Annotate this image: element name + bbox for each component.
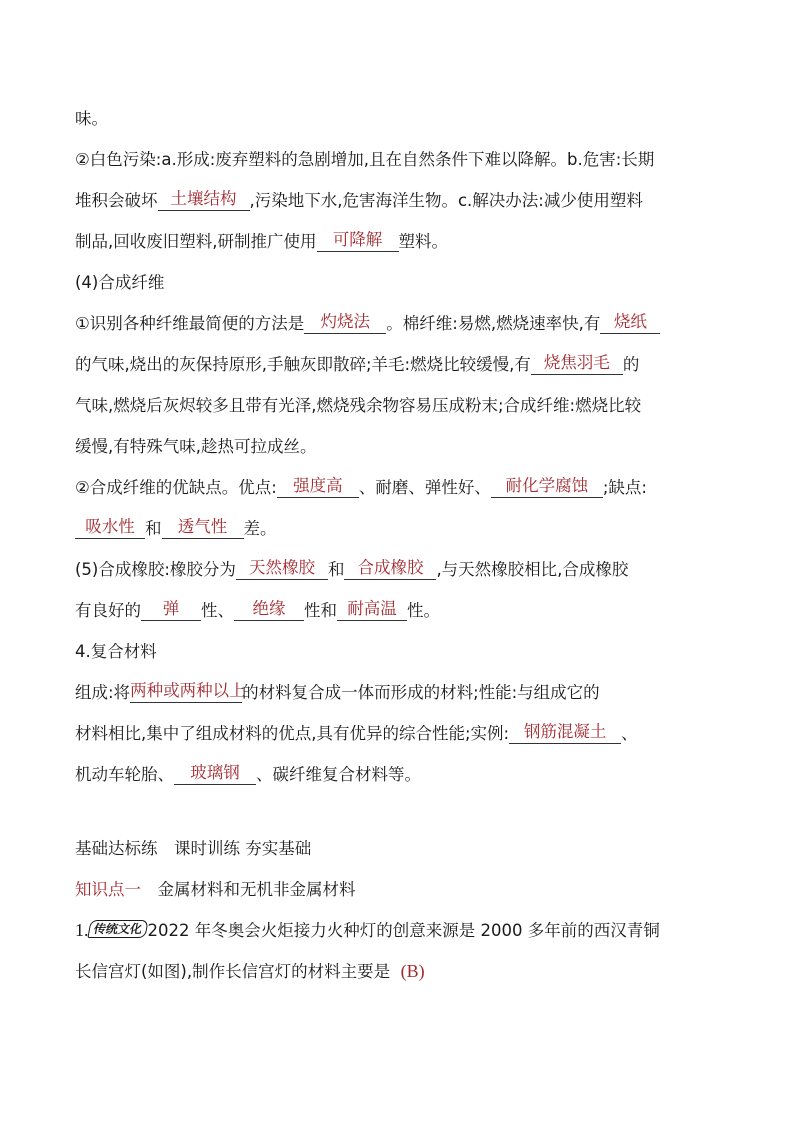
text-line: 吸水性 和 透气性 差。	[75, 508, 725, 549]
text-line: ②合成纤维的优缺点。优点: 强度高 、耐磨、弹性好、 耐化学腐蚀 ;缺点:	[75, 476, 647, 497]
answer-blank: 耐高温	[337, 598, 407, 621]
answer-blank: 吸水性	[75, 516, 145, 539]
text-line: 缓慢,有特殊气味,趁热可拉成丝。	[75, 437, 317, 456]
text-line: 机动车轮胎、 玻璃钢 、碳纤维复合材料等。	[75, 763, 421, 784]
answer-blank: 合成橡胶	[344, 557, 436, 580]
text-line: ②白色污染:a.形成:废弃塑料的急剧增加,且在自然条件下难以降解。b.危害:长期	[75, 150, 655, 169]
document-page	[75, 98, 725, 992]
section-heading: 基础达标练 课时训练 夯实基础	[75, 839, 312, 858]
knowledge-point-title: 金属材料和无机非金属材料	[157, 880, 356, 899]
sub-heading: (4)合成纤维	[75, 273, 165, 292]
answer-blank: 绝缘	[234, 598, 304, 621]
answer-blank: 灼烧法	[304, 311, 386, 334]
text-line: ①识别各种纤维最简便的方法是 灼烧法 。棉纤维:易燃,燃烧速率快,有 烧纸	[75, 303, 725, 344]
answer-blank: 可降解	[317, 229, 399, 252]
question-answer: (B)	[400, 961, 425, 981]
question-line: 1. 传统文化 2022 年冬奥会火炬接力火种灯的创意来源是 2000 多年前的西汉青铜	[75, 920, 660, 940]
knowledge-point-heading	[75, 869, 725, 910]
answer-blank: 天然橡胶	[236, 557, 328, 580]
question-line: 长信宫灯(如图),制作长信宫灯的材料主要是 (B)	[75, 961, 425, 981]
text-line: 堆积会破坏 土壤结构 ,污染地下水,危害海洋生物。c.解决办法:减少使用塑料	[75, 189, 643, 210]
text-line: 味。	[75, 109, 108, 128]
answer-blank: 玻璃钢	[174, 762, 256, 785]
text-line: 组成:将两种或两种以上的材料复合成一体而形成的材料;性能:与组成它的	[75, 681, 600, 702]
text-line: 制品,回收废旧塑料,研制推广使用 可降解 塑料。	[75, 230, 448, 251]
answer-blank: 透气性	[162, 516, 244, 539]
answer-blank: 钢筋混凝土	[509, 721, 621, 744]
answer-blank: 耐化学腐蚀	[491, 475, 603, 498]
answer-blank: 土壤结构	[158, 188, 250, 211]
answer-blank: 两种或两种以上	[130, 680, 242, 703]
answer-blank: 烧焦羽毛	[531, 352, 623, 375]
text-line: 有良好的 弹 性、 绝缘 性和 耐高温 性。	[75, 599, 440, 620]
spacer	[75, 795, 725, 828]
text-line: 气味,燃烧后灰烬较多且带有光泽,燃烧残余物容易压成粉末;合成纤维:燃烧比较	[75, 396, 642, 415]
text-line: (5)合成橡胶:橡胶分为 天然橡胶 和 合成橡胶 ,与天然橡胶相比,合成橡胶	[75, 558, 629, 579]
text-line: 的气味,烧出的灰保持原形,手触灰即散碎;羊毛:燃烧比较缓慢,有 烧焦羽毛 的	[75, 353, 640, 374]
answer-blank: 烧纸	[600, 311, 660, 334]
sub-heading: 4.复合材料	[75, 642, 157, 661]
answer-blank: 强度高	[277, 475, 359, 498]
knowledge-point-label: 知识点一	[75, 880, 141, 899]
answer-blank: 弹	[141, 598, 201, 621]
question-number: 1.	[75, 920, 89, 940]
text-line: 材料相比,集中了组成材料的优点,具有优异的综合性能;实例: 钢筋混凝土 、	[75, 722, 638, 743]
category-badge: 传统文化	[87, 920, 148, 938]
